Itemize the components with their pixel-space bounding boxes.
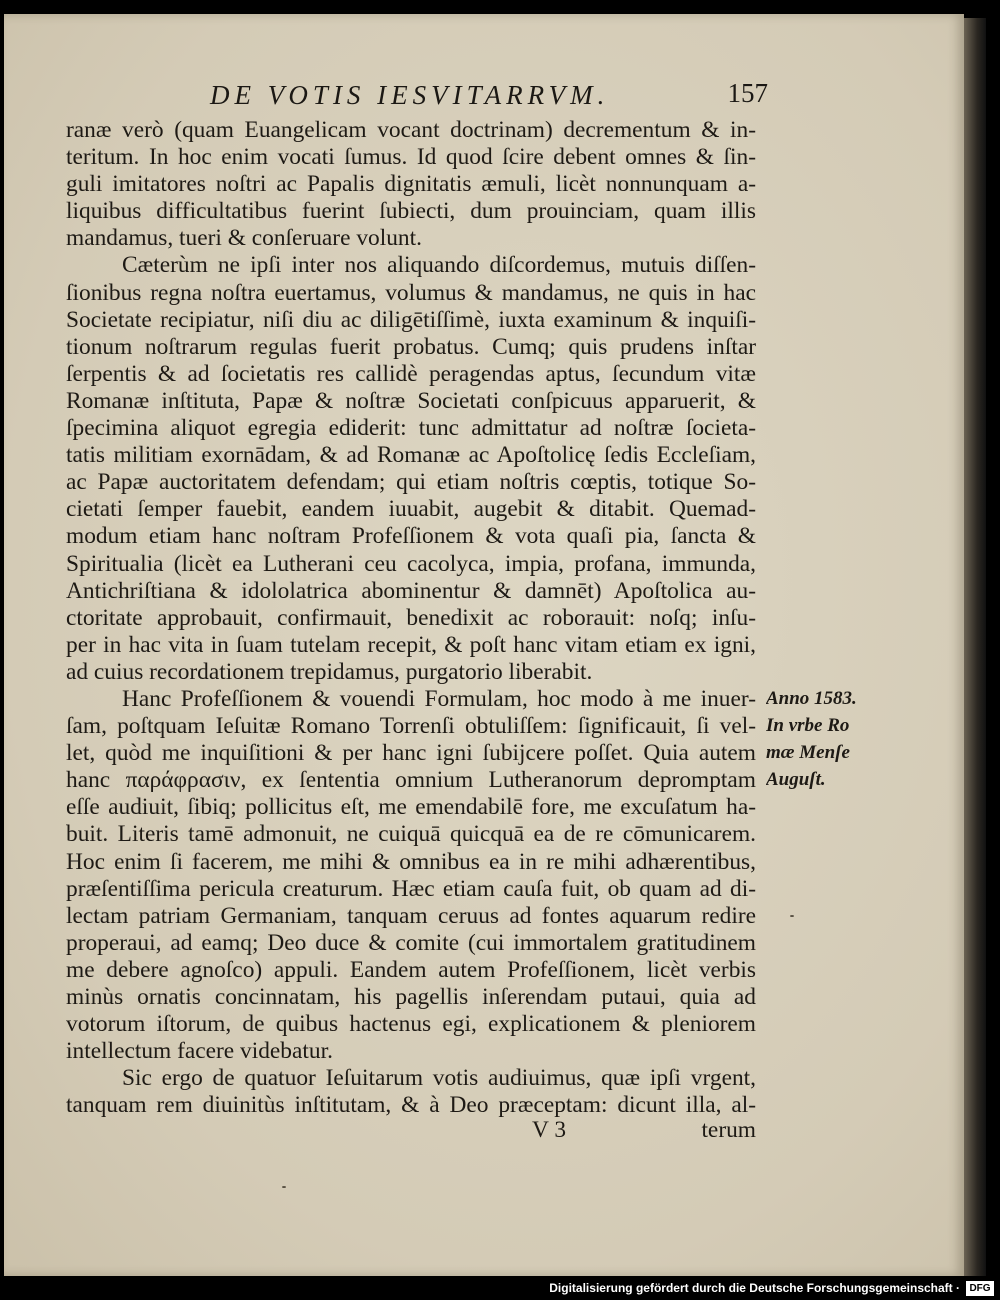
text-line: Spiritualia (licèt ea Lutherani ceu cacolyca, impia, profana, immunda, xyxy=(66,550,756,577)
margin-note-block xyxy=(766,685,876,793)
margin-note: mæ Menſe xyxy=(766,742,850,764)
text-line: præſentiſſima pericula creaturum. Hæc etiam cauſa fuit, ob quam ad di- xyxy=(66,875,756,902)
page-header xyxy=(60,72,780,112)
text-line: ctoritate approbauit, confirmauit, benedixit ac roborauit: noſq; inſu- xyxy=(66,604,756,631)
dfg-logo-icon: DFG xyxy=(966,1281,994,1296)
text-line: ſpecimina aliquot egregia ediderit: tunc admittatur ad noſtræ ſocieta- xyxy=(66,415,756,442)
text-line: teritum. In hoc enim vocati ſumus. Id quod ſcire debent omnes & ſin- xyxy=(66,144,756,171)
text-line: modum etiam hanc noſtram Profeſſionem & vota quaſi pia, ſancta & xyxy=(66,523,756,550)
margin-note: Anno 1583. xyxy=(766,688,857,709)
text-line: Romanæ inſtituta, Papæ & noſtræ Societati conſpicuus apparuerit, & xyxy=(66,387,756,414)
digitization-bar xyxy=(0,1278,1000,1300)
margin-note: In vrbe Ro xyxy=(766,715,850,737)
page-edge-shadow xyxy=(964,18,986,1276)
text-line: tatis militiam exornādam, & ad Romanæ ac Apoſtolicę ſedis Eccleſiam, xyxy=(66,442,756,469)
text-line: properaui, ad eamq; Deo duce & comite (cui immortalem gratitudinem xyxy=(66,929,756,956)
text-line: tionum noſtrarum regulas fuerit probatus. Cumq; quis prudens inſtar xyxy=(66,333,756,360)
text-line: votorum iſtorum, de quibus hactenus egi, explicationem & pleniorem xyxy=(66,1011,756,1038)
text-line: ſam, poſtquam Ieſuitæ Romano Torrenſi obtuliſſem: ſignificauit, ſi vel- xyxy=(66,713,756,740)
text-line: buit. Literis tamē admonuit, ne cuiquā quicquā ea de re cōmunicarem. xyxy=(66,821,756,848)
text-line: ac Papæ auctoritatem defendam; qui etiam noſtris cœptis, totique So- xyxy=(66,469,756,496)
text-line: Sic ergo de quatuor Ieſuitarum votis audiuimus, quæ ipſi vrgent, xyxy=(122,1065,756,1092)
text-line: ad cuius recordationem trepidamus, purgatorio liberabit. xyxy=(66,658,593,685)
text-line: minùs ornatis concinnatam, his pagellis inſerendam putaui, quia ad xyxy=(66,984,756,1010)
text-line: Hanc Profeſſionem & vouendi Formulam, hoc modo à me inuer- xyxy=(122,685,756,712)
page-number: 157 xyxy=(727,78,768,108)
signature-mark: V 3 xyxy=(532,1117,567,1143)
text-line: guli imitatores noſtri ac Papalis dignitatis æmuli, licèt nonnunquam a- xyxy=(66,171,756,198)
text-line: Antichriſtiana & idololatrica abominentur & damnēt) Apoſtolica au- xyxy=(66,577,756,604)
running-title: DE VOTIS IESVITARRVM. xyxy=(210,80,610,110)
funding-notice: Digitalisierung gefördert durch die Deutsche Forschungsgemeinschaft · xyxy=(549,1281,960,1295)
text-line: lectam patriam Germaniam, tanquam ceruus ad fontes aquarum redire xyxy=(66,902,756,929)
catchword: terum xyxy=(701,1117,756,1143)
margin-note: Auguſt. xyxy=(766,769,826,791)
body-text xyxy=(66,117,756,1119)
text-line: Hoc enim ſi facerem, me mihi & omnibus ea in re mihi adhærentibus, xyxy=(66,848,756,875)
text-line: tanquam rem diuinitùs inſtitutam, & à Deo præceptam: dicunt illa, al- xyxy=(66,1092,756,1119)
paper-speck xyxy=(282,1186,286,1188)
text-line: per in hac vita in ſuam tutelam recepit, & poſt hanc vitam etiam ex igni, xyxy=(66,631,756,658)
text-line: ſerpentis & ad ſocietatis res callidè peragendas aptus, ſecundum vitæ xyxy=(66,360,756,387)
text-line: liquibus difficultatibus fuerint ſubiecti, dum prouinciam, quam illis xyxy=(66,198,756,225)
text-line: ranæ verò (quam Euangelicam vocant doctrinam) decrementum & in- xyxy=(66,117,756,143)
text-line: hanc παράφρασιν, ex ſententia omnium Lutheranorum depromptam xyxy=(66,767,756,794)
text-line: ſionibus regna noſtra euertamus, volumus & mandamus, ne quis in hac xyxy=(66,279,756,306)
text-line: cietati ſemper fauebit, eandem iuuabit, augebit & ditabit. Quemad- xyxy=(66,496,756,523)
text-line: me debere agnoſco) appuli. Eandem autem Profeſſionem, licèt verbis xyxy=(66,956,756,983)
text-line: Societate recipiatur, niſi diu ac diligētiſſimè, iuxta examinum & inquiſi- xyxy=(66,306,756,333)
page-footer xyxy=(66,1117,756,1147)
text-line: Cæterùm ne ipſi inter nos aliquando diſcordemus, mutuis diſſen- xyxy=(122,252,756,279)
text-line: intellectum facere videbatur. xyxy=(66,1038,333,1065)
paper-speck xyxy=(790,915,794,917)
text-line: eſſe audiuit, ſibiq; pollicitus eſt, me emendabilē fore, me excuſatum ha- xyxy=(66,794,756,821)
text-line: let, quòd me inquiſitioni & per hanc igni ſubijcere poſſet. Quia autem xyxy=(66,740,756,767)
text-line: mandamus, tueri & conſeruare volunt. xyxy=(66,225,422,252)
